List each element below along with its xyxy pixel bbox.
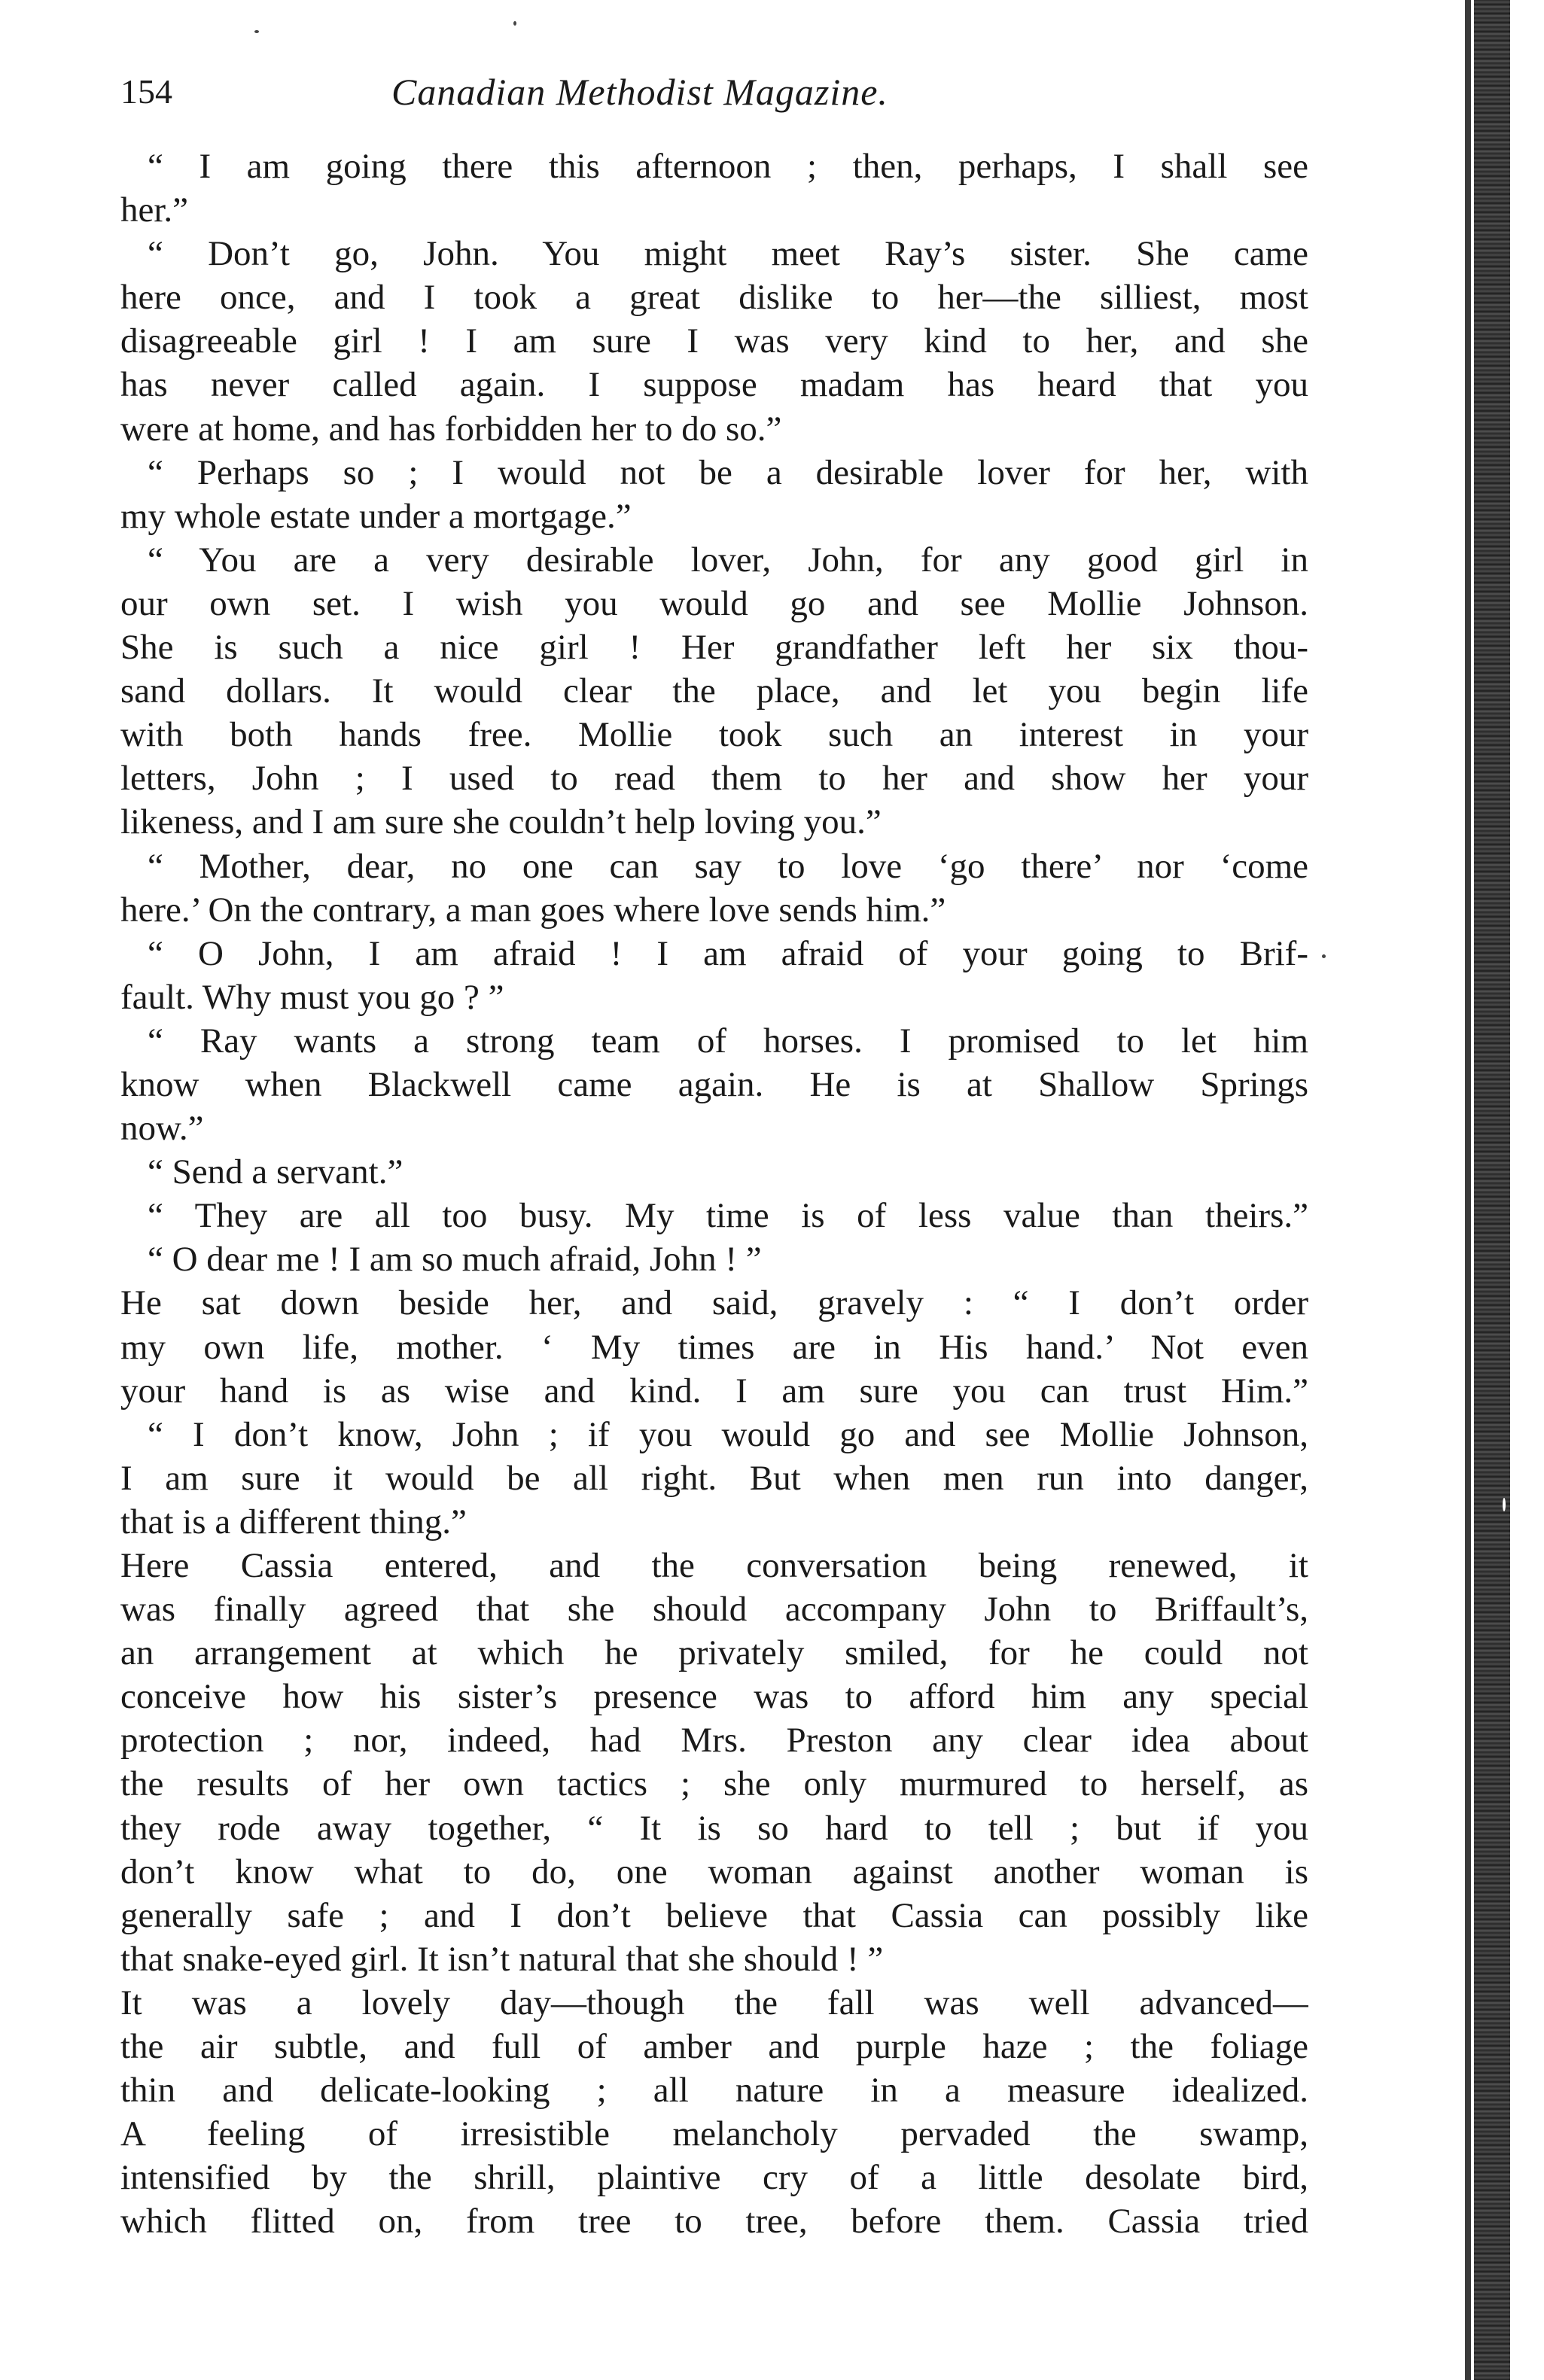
text-line: the results of her own tactics ; she only murmured to herself, as: [120, 1764, 1308, 1804]
text-line: our own set. I wish you would go and see Mollie Johnson.: [120, 583, 1308, 623]
text-line: “ You are a very desirable lover, John, for any good girl in: [148, 540, 1308, 580]
text-line: conceive how his sister’s presence was to afford him any special: [120, 1677, 1308, 1717]
text-line: disagreeable girl ! I am sure I was very kind to her, and she: [120, 321, 1308, 361]
text-line: your hand is as wise and kind. I am sure you can trust Him.”: [120, 1371, 1308, 1411]
text-line: A feeling of irresistible melancholy pervaded the swamp,: [120, 2114, 1308, 2154]
text-line: generally safe ; and I don’t believe that Cassia can possibly like: [120, 1895, 1308, 1935]
text-line: that is a different thing.”: [120, 1502, 467, 1542]
text-line: He sat down beside her, and said, gravely : “ I don’t order: [120, 1283, 1308, 1323]
running-title: Canadian Methodist Magazine.: [391, 71, 888, 113]
text-line: It was a lovely day—though the fall was well advanced—: [120, 1983, 1308, 2022]
text-line: has never called again. I suppose madam has heard that you: [120, 365, 1308, 405]
text-line: know when Blackwell came again. He is at Shallow Springs: [120, 1064, 1308, 1104]
text-line: She is such a nice girl ! Her grandfather left her six thou-: [120, 628, 1308, 668]
text-line: intensified by the shrill, plaintive cry of a little desolate bird,: [120, 2158, 1308, 2198]
text-line: “ Don’t go, John. You might meet Ray’s sister. She came: [148, 234, 1308, 274]
binding-shadow: [1465, 0, 1471, 2380]
text-line: here once, and I took a great dislike to her—the silliest, most: [120, 278, 1308, 318]
text-line: an arrangement at which he privately smiled, for he could not: [120, 1633, 1308, 1673]
page-number: 154: [120, 72, 172, 111]
text-line: letters, John ; I used to read them to her and show her your: [120, 759, 1308, 799]
text-line: that snake-eyed girl. It isn’t natural that she should ! ”: [120, 1939, 884, 1979]
page-header: [120, 62, 1310, 122]
text-line: her.”: [120, 190, 189, 230]
text-line: “ Ray wants a strong team of horses. I promised to let him: [148, 1021, 1308, 1061]
body-text: [120, 145, 1308, 2244]
text-line: which flitted on, from tree to tree, before them. Cassia tried: [120, 2202, 1308, 2242]
text-line: fault. Why must you go ? ”: [120, 977, 504, 1017]
binding-edge: [1474, 0, 1510, 2380]
text-line: sand dollars. It would clear the place, and let you begin life: [120, 671, 1308, 711]
text-line: protection ; nor, indeed, had Mrs. Preston any clear idea about: [120, 1721, 1308, 1761]
text-line: my whole estate under a mortgage.”: [120, 496, 632, 536]
text-line: “ They are all too busy. My time is of less value than theirs.”: [148, 1196, 1308, 1236]
text-line: “ Mother, dear, no one can say to love ‘go there’ nor ‘come: [148, 846, 1308, 886]
text-line: they rode away together, “ It is so hard to tell ; but if you: [120, 1808, 1308, 1848]
scan-speck: [254, 30, 259, 33]
text-line: with both hands free. Mollie took such an interest in your: [120, 715, 1308, 755]
text-line: was finally agreed that she should accompany John to Briffault’s,: [120, 1590, 1308, 1630]
text-line: here.’ On the contrary, a man goes where love sends him.”: [120, 890, 946, 930]
scan-speck: [513, 21, 516, 26]
text-line: “ O John, I am afraid ! I am afraid of your going to Brif-: [148, 933, 1308, 973]
text-line: “ Perhaps so ; I would not be a desirable lover for her, with: [148, 452, 1308, 492]
text-line: thin and delicate-looking ; all nature in a measure idealized.: [120, 2071, 1308, 2111]
text-line: likeness, and I am sure she couldn’t help loving you.”: [120, 802, 882, 842]
text-line: “ I am going there this afternoon ; then, perhaps, I shall see: [148, 147, 1308, 186]
text-line: “ Send a servant.”: [148, 1152, 404, 1192]
scan-speck: [1322, 954, 1326, 958]
text-line: “ I don’t know, John ; if you would go and see Mollie Johnson,: [148, 1414, 1308, 1454]
text-line: Here Cassia entered, and the conversation being renewed, it: [120, 1546, 1308, 1585]
scan-speck: [1503, 1498, 1506, 1511]
text-line: the air subtle, and full of amber and purple haze ; the foliage: [120, 2027, 1308, 2067]
text-line: now.”: [120, 1109, 204, 1149]
text-line: “ O dear me ! I am so much afraid, John ! ”: [148, 1240, 762, 1280]
text-line: my own life, mother. ‘ My times are in His hand.’ Not even: [120, 1327, 1308, 1367]
text-line: were at home, and has forbidden her to do so.”: [120, 409, 782, 449]
text-line: don’t know what to do, one woman against another woman is: [120, 1852, 1308, 1892]
text-line: I am sure it would be all right. But when men run into danger,: [120, 1458, 1308, 1498]
